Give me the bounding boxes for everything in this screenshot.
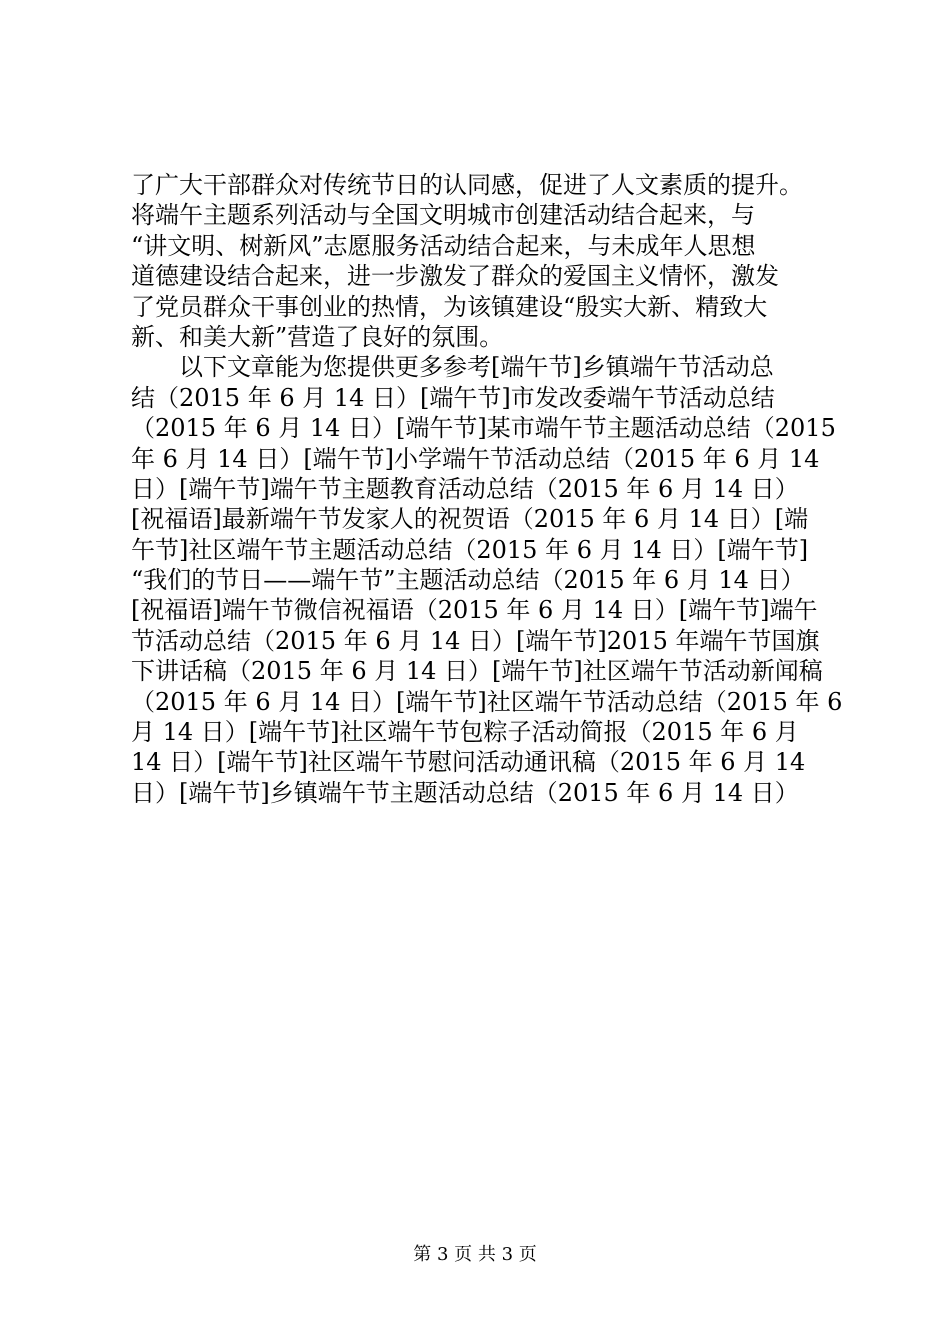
- text-line: 日）[端午节]乡镇端午节主题活动总结（2015 年 6 月 14 日）: [131, 778, 799, 807]
- text-line: 结（2015 年 6 月 14 日）[端午节]市发改委端午节活动总结: [131, 383, 775, 412]
- text-line: 日）[端午节]端午节主题教育活动总结（2015 年 6 月 14 日）: [131, 474, 799, 503]
- text-line: 道德建设结合起来，进一步激发了群众的爱国主义情怀，激发: [131, 262, 779, 291]
- text-line: [祝福语]最新端午节发家人的祝贺语（2015 年 6 月 14 日）[端: [131, 505, 809, 534]
- text-line: 新、和美大新”营造了良好的氛围。: [131, 322, 504, 351]
- text-line: （2015 年 6 月 14 日）[端午节]某市端午节主题活动总结（2015: [131, 414, 836, 443]
- text-line: “讲文明、树新风”志愿服务活动结合起来，与未成年人思想: [131, 231, 756, 260]
- text-line: 节活动总结（2015 年 6 月 14 日）[端午节]2015 年端午节国旗: [131, 626, 820, 655]
- text-line: 以下文章能为您提供更多参考[端午节]乡镇端午节活动总: [179, 353, 774, 382]
- text-line: （2015 年 6 月 14 日）[端午节]社区端午节活动总结（2015 年 6: [131, 687, 843, 716]
- text-line: “我们的节日——端午节”主题活动总结（2015 年 6 月 14 日）: [131, 566, 805, 595]
- text-line: 月 14 日）[端午节]社区端午节包粽子活动简报（2015 年 6 月: [131, 718, 799, 747]
- text-line: 下讲话稿（2015 年 6 月 14 日）[端午节]社区端午节活动新闻稿: [131, 657, 823, 686]
- text-line: 年 6 月 14 日）[端午节]小学端午节活动总结（2015 年 6 月 14: [131, 444, 820, 473]
- text-line: 了广大干部群众对传统节日的认同感，促进了人文素质的提升。: [131, 171, 803, 199]
- document-body: [131, 170, 843, 808]
- text-line: 午节]社区端午节主题活动总结（2015 年 6 月 14 日）[端午节]: [131, 535, 809, 564]
- text-line: 将端午主题系列活动与全国文明城市创建活动结合起来，与: [131, 201, 755, 230]
- text-line: 14 日）[端午节]社区端午节慰问活动通讯稿（2015 年 6 月 14: [131, 748, 806, 777]
- page-number-footer: 第 3 页 共 3 页: [413, 1244, 537, 1265]
- text-line: [祝福语]端午节微信祝福语（2015 年 6 月 14 日）[端午节]端午: [131, 596, 818, 625]
- text-line: 了党员群众干事创业的热情，为该镇建设“殷实大新、精致大: [131, 292, 768, 321]
